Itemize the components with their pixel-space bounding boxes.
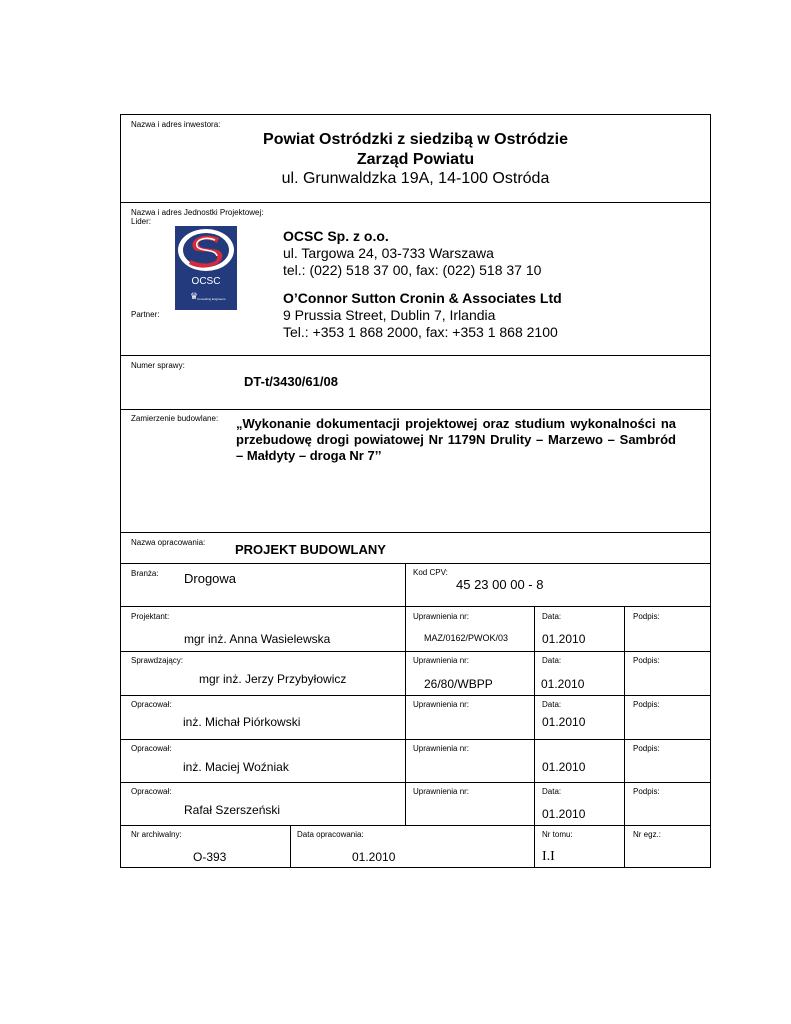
divider: [120, 782, 711, 783]
date-value: 01.2010: [541, 677, 585, 691]
date-label: Data:: [542, 656, 562, 665]
person-role: Opracował:: [131, 744, 172, 753]
leader-name: OCSC Sp. z o.o.: [283, 228, 389, 244]
case-label: Numer sprawy:: [131, 361, 185, 370]
archive-number: O-393: [193, 850, 227, 864]
preparation-date-label: Data opracowania:: [297, 830, 364, 839]
leader-address: ul. Targowa 24, 03-733 Warszawa: [283, 245, 494, 261]
divider: [120, 532, 711, 533]
person-name: Rafał Szerszeński: [184, 803, 281, 817]
study-label: Nazwa opracowania:: [131, 538, 206, 547]
date-value: 01.2010: [542, 760, 586, 774]
divider: [120, 563, 711, 564]
branch-label: Branża:: [131, 569, 159, 578]
signature-label: Podpis:: [633, 612, 660, 621]
preparation-date: 01.2010: [352, 850, 396, 864]
project-label: Zamierzenie budowlane:: [131, 414, 219, 423]
investor-label: Nazwa i adres inwestora:: [131, 120, 221, 129]
investor-address: ul. Grunwaldzka 19A, 14-100 Ostróda: [281, 170, 550, 187]
case-number: DT-t/3430/61/08: [244, 374, 338, 389]
study-name: PROJEKT BUDOWLANY: [235, 542, 386, 557]
volume-number: I.I: [542, 849, 555, 864]
person-role: Opracował:: [131, 787, 172, 796]
permit-label: Uprawnienia nr:: [413, 656, 470, 665]
permit-number: 26/80/WBPP: [424, 677, 493, 691]
divider: [624, 606, 625, 868]
cpv-label: Kod CPV:: [413, 568, 448, 577]
divider: [120, 355, 711, 356]
date-value: 01.2010: [542, 715, 586, 729]
leader-label: Lider:: [131, 217, 152, 226]
partner-phone: Tel.: +353 1 868 2000, fax: +353 1 868 2100: [283, 324, 558, 340]
divider: [290, 825, 291, 868]
permit-label: Uprawnienia nr:: [413, 744, 470, 753]
divider: [120, 409, 711, 410]
partner-label: Partner:: [131, 310, 160, 319]
logo-subtext: Consulting Engineers: [197, 297, 226, 301]
date-label: Data:: [542, 700, 562, 709]
ocsc-logo: [175, 226, 237, 310]
leader-phone: tel.: (022) 518 37 00, fax: (022) 518 37 10: [283, 262, 542, 278]
person-name: inż. Michał Piórkowski: [183, 715, 301, 729]
person-name: mgr inż. Anna Wasielewska: [184, 632, 331, 646]
date-label: Data:: [542, 612, 562, 621]
permit-label: Uprawnienia nr:: [413, 787, 470, 796]
divider: [120, 202, 711, 203]
divider: [120, 825, 711, 826]
permit-label: Uprawnienia nr:: [413, 700, 470, 709]
logo-text: OCSC: [191, 276, 221, 287]
date-value: 01.2010: [542, 807, 586, 821]
divider: [120, 695, 711, 696]
project-description: „Wykonanie dokumentacji projektowej oraz studium wykonalności na przebudowę drogi powiatowej Nr 1179N Drulity – Marzewo – Sambród – Małdyty – droga Nr 7’’: [236, 416, 676, 463]
person-role: Sprawdzający:: [131, 656, 184, 665]
copy-label: Nr egz.:: [633, 830, 662, 839]
volume-label: Nr tomu:: [542, 830, 573, 839]
divider: [120, 739, 711, 740]
divider: [534, 606, 535, 868]
branch-value: Drogowa: [184, 571, 237, 586]
partner-name: O’Connor Sutton Cronin & Associates Ltd: [283, 290, 562, 306]
divider: [120, 606, 711, 607]
signature-label: Podpis:: [633, 787, 660, 796]
signature-label: Podpis:: [633, 656, 660, 665]
design-unit-label: Nazwa i adres Jednostki Projektowej:: [131, 208, 264, 217]
crest-icon: ♛: [190, 291, 199, 301]
cpv-value: 45 23 00 00 - 8: [456, 577, 544, 592]
signature-label: Podpis:: [633, 744, 660, 753]
person-name: mgr inż. Jerzy Przybyłowicz: [199, 672, 347, 686]
signature-label: Podpis:: [633, 700, 660, 709]
date-value: 01.2010: [542, 632, 586, 646]
person-role: Opracował:: [131, 700, 172, 709]
person-role: Projektant:: [131, 612, 170, 621]
archive-label: Nr archiwalny:: [131, 830, 182, 839]
divider: [120, 651, 711, 652]
investor-unit: Zarząd Powiatu: [356, 151, 475, 168]
partner-address: 9 Prussia Street, Dublin 7, Irlandia: [283, 307, 496, 323]
investor-name: Powiat Ostródzki z siedzibą w Ostródzie: [263, 131, 568, 148]
permit-number: MAZ/0162/PWOK/03: [424, 633, 509, 643]
person-name: inż. Maciej Woźniak: [183, 760, 289, 774]
date-label: Data:: [542, 787, 562, 796]
permit-label: Uprawnienia nr:: [413, 612, 470, 621]
divider: [405, 563, 406, 825]
